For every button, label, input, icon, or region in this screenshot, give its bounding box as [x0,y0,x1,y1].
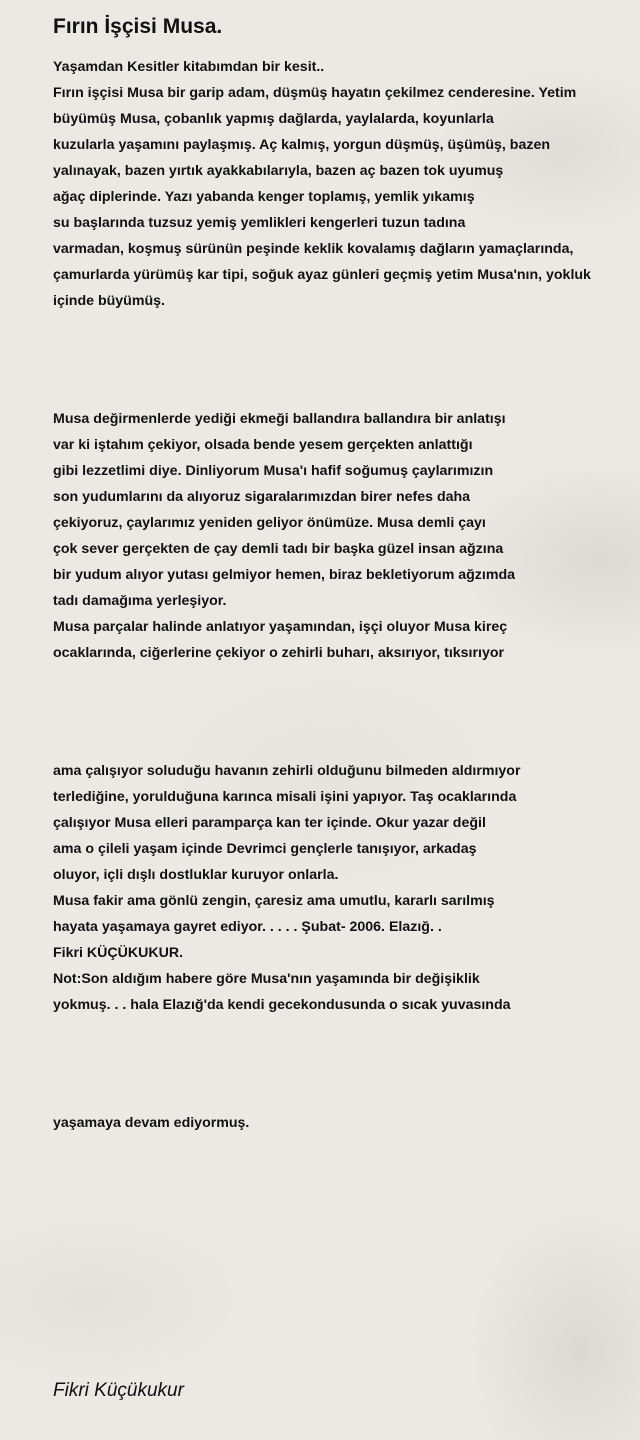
stanza-3 [53,758,640,1018]
poem-line: terlediğine, yorulduğuna karınca misali işini yapıyor. Taş ocaklarında [53,789,517,805]
poem-line: Musa fakir ama gönlü zengin, çaresiz ama umutlu, kararlı sarılmış [53,893,495,909]
poem-line: kuzularla yaşamını paylaşmış. Aç kalmış, yorgun düşmüş, üşümüş, bazen [53,137,550,153]
poem-line: yalınayak, bazen yırtık ayakkabılarıyla, bazen aç bazen tok uyumuş [53,163,504,179]
poem-line: Fikri KÜÇÜKUKUR. [53,945,184,961]
poem-line: Musa parçalar halinde anlatıyor yaşamından, işçi oluyor Musa kireç [53,619,508,635]
poem-container [53,14,640,1136]
poem-line: ama o çileli yaşam içinde Devrimci gençlerle tanışıyor, arkadaş [53,841,477,857]
poem-line: çekiyoruz, çaylarımız yeniden geliyor önümüze. Musa demli çayı [53,515,486,531]
poem-line: içinde büyümüş. [53,293,165,309]
poem-line: ama çalışıyor soluduğu havanın zehirli olduğunu bilmeden aldırmıyor [53,763,521,779]
poem-line: çamurlarda yürümüş kar tipi, soğuk ayaz günleri geçmiş yetim Musa'nın, yokluk [53,267,591,283]
poem-line: ağaç diplerinde. Yazı yabanda kenger toplamış, yemlik yıkamış [53,189,475,205]
poem-title: Fırın İşçisi Musa. [53,15,223,38]
poem-line: Not:Son aldığım habere göre Musa'nın yaşamında bir değişiklik [53,971,480,987]
stanza-4 [53,1110,640,1136]
stanza-spacer [53,1018,640,1110]
poem-line: son yudumlarını da alıyoruz sigaralarımızdan birer nefes daha [53,489,471,505]
poem-line: var ki iştahım çekiyor, olsada bende yesem gerçekten anlattığı [53,437,473,453]
poem-line: gibi lezzetlimi diye. Dinliyorum Musa'ı hafif soğumuş çaylarımızın [53,463,494,479]
stanza-2 [53,406,640,666]
poem-line: tadı damağıma yerleşiyor. [53,593,227,609]
poem-line: su başlarında tuzsuz yemiş yemlikleri kengerleri tuzun tadına [53,215,466,231]
poem-line: varmadan, koşmuş sürünün peşinde keklik kovalamış dağların yamaçlarında, [53,241,574,257]
poem-line: Fırın işçisi Musa bir garip adam, düşmüş hayatın çekilmez cenderesine. Yetim [53,85,577,101]
poem-line: Yaşamdan Kesitler kitabımdan bir kesit.. [53,59,325,75]
poem-line: hayata yaşamaya gayret ediyor. . . . . Şubat- 2006. Elazığ. . [53,919,442,935]
stanza-spacer [53,314,640,406]
poem-line: Musa değirmenlerde yediği ekmeği ballandıra ballandıra bir anlatışı [53,411,506,427]
poem-line: yokmuş. . . hala Elazığ'da kendi gecekondusunda o sıcak yuvasında [53,997,511,1013]
poem-line: oluyor, içli dışlı dostluklar kuruyor onlarla. [53,867,339,883]
stanza-spacer [53,666,640,758]
poem-line: ocaklarında, ciğerlerine çekiyor o zehirli buharı, aksırıyor, tıksırıyor [53,645,505,661]
poem-line: büyümüş Musa, çobanlık yapmış dağlarda, yaylalarda, koyunlarla [53,111,494,127]
poem-line: yaşamaya devam ediyormuş. [53,1115,250,1131]
poem-line: çalışıyor Musa elleri paramparça kan ter içinde. Okur yazar değil [53,815,486,831]
poem-line: bir yudum alıyor yutası gelmiyor hemen, biraz bekletiyorum ağzımda [53,567,516,583]
poem-author: Fikri Küçükukur [53,1380,184,1401]
poem-line: çok sever gerçekten de çay demli tadı bir başka güzel insan ağzına [53,541,504,557]
stanza-1 [53,54,640,314]
